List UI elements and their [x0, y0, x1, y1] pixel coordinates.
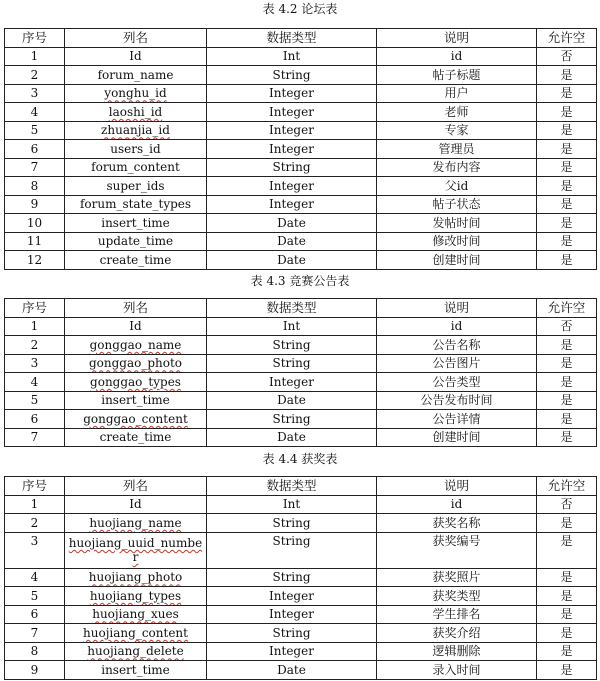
cell: 是 [537, 84, 597, 103]
table-row [5, 661, 597, 680]
cell: 3 [5, 354, 65, 373]
cell: 是 [537, 195, 597, 214]
table-header-row [5, 299, 597, 318]
cell: Integer [207, 373, 377, 392]
header-cell: 说明 [377, 299, 537, 318]
table-row [5, 605, 597, 624]
table-caption-award: 表 4.4 获奖表 [262, 452, 338, 466]
cell: 发帖时间 [377, 214, 537, 233]
forum-table [4, 28, 597, 270]
table-row [5, 84, 597, 103]
table-caption-announcement: 表 4.3 竞赛公告表 [250, 274, 350, 288]
table-row [5, 373, 597, 392]
cell: 是 [537, 514, 597, 533]
table-row [5, 103, 597, 122]
cell: 3 [5, 84, 65, 103]
table-row [5, 317, 597, 336]
table-row [5, 391, 597, 410]
cell: huojiang_delete [65, 642, 207, 661]
cell: Integer [207, 103, 377, 122]
cell: gonggao_content [65, 410, 207, 429]
cell: 获奖照片 [377, 568, 537, 587]
cell: Integer [207, 84, 377, 103]
cell: 是 [537, 232, 597, 251]
cell: 用户 [377, 84, 537, 103]
cell: String [207, 66, 377, 85]
cell: gonggao_types [65, 373, 207, 392]
cell: 帖子标题 [377, 66, 537, 85]
cell: 10 [5, 214, 65, 233]
cell: Integer [207, 140, 377, 159]
cell: 2 [5, 514, 65, 533]
cell: 获奖类型 [377, 587, 537, 606]
cell: gonggao_photo [65, 354, 207, 373]
cell: 老师 [377, 103, 537, 122]
cell: 5 [5, 391, 65, 410]
cell: huojiang_content [65, 624, 207, 643]
table-row [5, 568, 597, 587]
header-cell: 序号 [5, 29, 65, 48]
cell: 7 [5, 428, 65, 447]
cell: Integer [207, 177, 377, 196]
cell: 4 [5, 103, 65, 122]
table-row [5, 232, 597, 251]
cell: 公告类型 [377, 373, 537, 392]
cell: insert_time [65, 214, 207, 233]
cell: 发布内容 [377, 158, 537, 177]
table-row [5, 495, 597, 514]
cell: 1 [5, 317, 65, 336]
table-row [5, 354, 597, 373]
cell: Integer [207, 587, 377, 606]
cell: 8 [5, 642, 65, 661]
cell: 1 [5, 47, 65, 66]
header-cell: 列名 [65, 477, 207, 496]
table-row [5, 532, 597, 568]
cell: 否 [537, 317, 597, 336]
cell: 是 [537, 121, 597, 140]
cell: 是 [537, 624, 597, 643]
cell: String [207, 624, 377, 643]
header-cell: 允许空 [537, 299, 597, 318]
cell: 否 [537, 47, 597, 66]
cell: String [207, 158, 377, 177]
table-row [5, 336, 597, 355]
cell: 11 [5, 232, 65, 251]
cell: insert_time [65, 391, 207, 410]
cell: Integer [207, 121, 377, 140]
cell: 是 [537, 336, 597, 355]
table-row [5, 195, 597, 214]
cell: 否 [537, 495, 597, 514]
cell: create_time [65, 428, 207, 447]
cell: 创建时间 [377, 251, 537, 270]
cell: Id [65, 317, 207, 336]
cell: forum_state_types [65, 195, 207, 214]
header-cell: 数据类型 [207, 29, 377, 48]
cell: Date [207, 661, 377, 680]
cell: forum_content [65, 158, 207, 177]
cell: 帖子状态 [377, 195, 537, 214]
cell: 是 [537, 103, 597, 122]
table-row [5, 121, 597, 140]
cell: 是 [537, 587, 597, 606]
cell: forum_name [65, 66, 207, 85]
cell: 6 [5, 605, 65, 624]
table-row [5, 624, 597, 643]
header-cell: 说明 [377, 477, 537, 496]
header-cell: 数据类型 [207, 299, 377, 318]
cell: 9 [5, 661, 65, 680]
cell: id [377, 495, 537, 514]
header-cell: 说明 [377, 29, 537, 48]
table-row [5, 410, 597, 429]
cell: 是 [537, 373, 597, 392]
cell: Int [207, 495, 377, 514]
table-row [5, 140, 597, 159]
cell: Date [207, 428, 377, 447]
cell: 是 [537, 354, 597, 373]
cell: huojiang_uuid_number [65, 532, 207, 568]
header-cell: 列名 [65, 299, 207, 318]
cell: 是 [537, 605, 597, 624]
table-row [5, 214, 597, 233]
cell: 修改时间 [377, 232, 537, 251]
cell: Int [207, 317, 377, 336]
cell: huojiang_types [65, 587, 207, 606]
table-row [5, 158, 597, 177]
cell: Date [207, 232, 377, 251]
header-cell: 序号 [5, 299, 65, 318]
cell: create_time [65, 251, 207, 270]
cell: 5 [5, 587, 65, 606]
cell: 录入时间 [377, 661, 537, 680]
cell: 是 [537, 140, 597, 159]
cell: 9 [5, 195, 65, 214]
cell: 6 [5, 140, 65, 159]
header-cell: 列名 [65, 29, 207, 48]
cell: 是 [537, 532, 597, 568]
cell: yonghu_id [65, 84, 207, 103]
cell: String [207, 354, 377, 373]
cell: String [207, 410, 377, 429]
cell: 公告发布时间 [377, 391, 537, 410]
table-row [5, 428, 597, 447]
cell: Date [207, 214, 377, 233]
cell: 是 [537, 66, 597, 85]
cell: laoshi_id [65, 103, 207, 122]
cell: 是 [537, 642, 597, 661]
cell: zhuanjia_id [65, 121, 207, 140]
cell: 公告图片 [377, 354, 537, 373]
cell: Date [207, 251, 377, 270]
cell: 公告详情 [377, 410, 537, 429]
cell: 获奖名称 [377, 514, 537, 533]
cell: 是 [537, 158, 597, 177]
table-header-row [5, 477, 597, 496]
cell: String [207, 514, 377, 533]
header-cell: 允许空 [537, 29, 597, 48]
cell: 是 [537, 177, 597, 196]
cell: 8 [5, 177, 65, 196]
cell: String [207, 532, 377, 568]
cell: 6 [5, 410, 65, 429]
cell: Integer [207, 605, 377, 624]
cell: 获奖编号 [377, 532, 537, 568]
table-row [5, 587, 597, 606]
cell: 是 [537, 410, 597, 429]
cell: huojiang_photo [65, 568, 207, 587]
cell: 学生排名 [377, 605, 537, 624]
cell: 7 [5, 624, 65, 643]
cell: 12 [5, 251, 65, 270]
cell: 2 [5, 66, 65, 85]
table-caption-forum: 表 4.2 论坛表 [262, 2, 338, 16]
cell: huojiang_xues [65, 605, 207, 624]
cell: Integer [207, 195, 377, 214]
table-row [5, 177, 597, 196]
cell: 2 [5, 336, 65, 355]
cell: Id [65, 47, 207, 66]
cell: Id [65, 495, 207, 514]
cell: 公告名称 [377, 336, 537, 355]
cell: 5 [5, 121, 65, 140]
cell: users_id [65, 140, 207, 159]
header-cell: 数据类型 [207, 477, 377, 496]
cell: huojiang_name [65, 514, 207, 533]
table-row [5, 66, 597, 85]
cell: 7 [5, 158, 65, 177]
cell: String [207, 336, 377, 355]
cell: id [377, 47, 537, 66]
table-row [5, 47, 597, 66]
table-row [5, 642, 597, 661]
header-cell: 序号 [5, 477, 65, 496]
table-row [5, 251, 597, 270]
cell: 获奖介绍 [377, 624, 537, 643]
cell: 是 [537, 568, 597, 587]
cell: 4 [5, 373, 65, 392]
cell: 管理员 [377, 140, 537, 159]
cell: gonggao_name [65, 336, 207, 355]
cell: 是 [537, 251, 597, 270]
table-header-row [5, 29, 597, 48]
cell: 3 [5, 532, 65, 568]
cell: 1 [5, 495, 65, 514]
cell: 专家 [377, 121, 537, 140]
cell: 4 [5, 568, 65, 587]
cell: 创建时间 [377, 428, 537, 447]
award-table [4, 476, 597, 680]
header-cell: 允许空 [537, 477, 597, 496]
cell: Int [207, 47, 377, 66]
cell: Date [207, 391, 377, 410]
cell: 父id [377, 177, 537, 196]
cell: Integer [207, 642, 377, 661]
cell: 是 [537, 391, 597, 410]
cell: String [207, 568, 377, 587]
cell: 是 [537, 661, 597, 680]
cell: 逻辑删除 [377, 642, 537, 661]
table-row [5, 514, 597, 533]
cell: 是 [537, 214, 597, 233]
cell: update_time [65, 232, 207, 251]
cell: super_ids [65, 177, 207, 196]
cell: 是 [537, 428, 597, 447]
announcement-table [4, 298, 597, 447]
cell: id [377, 317, 537, 336]
cell: insert_time [65, 661, 207, 680]
